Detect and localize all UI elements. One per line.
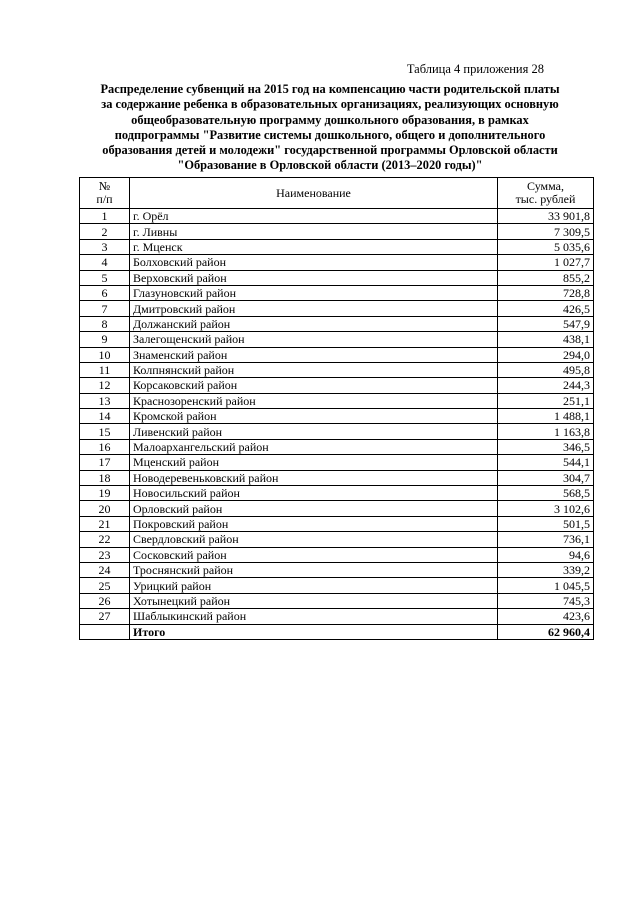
row-name: Должанский район <box>130 316 498 331</box>
row-name: Болховский район <box>130 255 498 270</box>
row-sum: 3 102,6 <box>498 501 594 516</box>
row-sum: 855,2 <box>498 270 594 285</box>
table-row <box>80 547 594 562</box>
row-sum: 33 901,8 <box>498 209 594 224</box>
table-header-row <box>80 178 594 209</box>
row-name: Мценский район <box>130 455 498 470</box>
row-sum: 1 163,8 <box>498 424 594 439</box>
row-name: Новодеревеньковский район <box>130 470 498 485</box>
table-row <box>80 347 594 362</box>
row-sum: 304,7 <box>498 470 594 485</box>
row-name: Свердловский район <box>130 532 498 547</box>
table-row <box>80 424 594 439</box>
total-row <box>80 624 594 639</box>
table-row <box>80 439 594 454</box>
row-number: 24 <box>80 562 130 577</box>
table-row <box>80 455 594 470</box>
row-number: 17 <box>80 455 130 470</box>
row-name: Троснянский район <box>130 562 498 577</box>
row-sum: 1 488,1 <box>498 409 594 424</box>
row-sum: 495,8 <box>498 362 594 377</box>
row-name: г. Ливны <box>130 224 498 239</box>
row-sum: 736,1 <box>498 532 594 547</box>
row-name: Хотынецкий район <box>130 593 498 608</box>
row-sum: 568,5 <box>498 486 594 501</box>
row-number: 23 <box>80 547 130 562</box>
row-number: 12 <box>80 378 130 393</box>
row-sum: 423,6 <box>498 609 594 624</box>
col-name-header: Наименование <box>130 178 498 209</box>
table-row <box>80 301 594 316</box>
row-sum: 346,5 <box>498 439 594 454</box>
appendix-reference: Таблица 4 приложения 28 <box>406 62 544 76</box>
table-row <box>80 378 594 393</box>
table-row <box>80 609 594 624</box>
row-number: 22 <box>80 532 130 547</box>
table-row <box>80 470 594 485</box>
row-name: Глазуновский район <box>130 285 498 300</box>
row-number: 11 <box>80 362 130 377</box>
row-sum: 501,5 <box>498 516 594 531</box>
row-name: Сосковский район <box>130 547 498 562</box>
table-row <box>80 255 594 270</box>
title-line: за содержание ребенка в образовательных организациях, реализующих основную <box>101 97 559 112</box>
row-number: 7 <box>80 301 130 316</box>
row-number: 18 <box>80 470 130 485</box>
table-row <box>80 501 594 516</box>
row-name: Малоархангельский район <box>130 439 498 454</box>
row-name: Новосильский район <box>130 486 498 501</box>
row-sum: 5 035,6 <box>498 239 594 254</box>
row-name: Верховский район <box>130 270 498 285</box>
row-sum: 438,1 <box>498 332 594 347</box>
row-sum: 745,3 <box>498 593 594 608</box>
row-name: Знаменский район <box>130 347 498 362</box>
row-number: 27 <box>80 609 130 624</box>
row-number: 21 <box>80 516 130 531</box>
table-row <box>80 393 594 408</box>
row-sum: 7 309,5 <box>498 224 594 239</box>
total-number <box>80 624 130 639</box>
row-name: Колпнянский район <box>130 362 498 377</box>
total-sum: 62 960,4 <box>498 624 594 639</box>
row-name: Орловский район <box>130 501 498 516</box>
row-name: Ливенский район <box>130 424 498 439</box>
row-number: 20 <box>80 501 130 516</box>
table-row <box>80 578 594 593</box>
table-row <box>80 316 594 331</box>
row-number: 5 <box>80 270 130 285</box>
row-name: г. Мценск <box>130 239 498 254</box>
col-number-header: № п/п <box>80 178 130 209</box>
row-number: 2 <box>80 224 130 239</box>
row-number: 16 <box>80 439 130 454</box>
row-number: 25 <box>80 578 130 593</box>
total-label: Итого <box>130 624 498 639</box>
title-line: "Образование в Орловской области (2013–2020 годы)" <box>177 158 483 173</box>
title-line: подпрограммы "Развитие системы дошкольного, общего и дополнительного <box>114 127 546 142</box>
table-row <box>80 409 594 424</box>
row-sum: 544,1 <box>498 455 594 470</box>
row-number: 6 <box>80 285 130 300</box>
table-row <box>80 486 594 501</box>
title-line: общеобразовательную программу дошкольного образования, в рамках <box>131 112 529 127</box>
row-number: 19 <box>80 486 130 501</box>
table-row <box>80 516 594 531</box>
row-sum: 1 045,5 <box>498 578 594 593</box>
row-name: Залегощенский район <box>130 332 498 347</box>
table-row <box>80 593 594 608</box>
table-row <box>80 224 594 239</box>
row-name: Кромской район <box>130 409 498 424</box>
row-number: 14 <box>80 409 130 424</box>
row-name: Шаблыкинский район <box>130 609 498 624</box>
row-sum: 294,0 <box>498 347 594 362</box>
table-row <box>80 270 594 285</box>
table-row <box>80 562 594 577</box>
table-row <box>80 532 594 547</box>
row-number: 3 <box>80 239 130 254</box>
row-number: 4 <box>80 255 130 270</box>
table-row <box>80 332 594 347</box>
row-name: Краснозоренский район <box>130 393 498 408</box>
table-row <box>80 239 594 254</box>
subsidy-table <box>79 177 594 640</box>
row-sum: 339,2 <box>498 562 594 577</box>
row-name: Дмитровский район <box>130 301 498 316</box>
row-sum: 251,1 <box>498 393 594 408</box>
row-number: 15 <box>80 424 130 439</box>
table-row <box>80 362 594 377</box>
row-number: 8 <box>80 316 130 331</box>
row-sum: 426,5 <box>498 301 594 316</box>
row-number: 13 <box>80 393 130 408</box>
row-number: 10 <box>80 347 130 362</box>
row-sum: 728,8 <box>498 285 594 300</box>
document-title <box>80 82 580 174</box>
row-name: Урицкий район <box>130 578 498 593</box>
row-name: Корсаковский район <box>130 378 498 393</box>
row-name: г. Орёл <box>130 209 498 224</box>
row-number: 26 <box>80 593 130 608</box>
col-sum-header: Сумма, тыс. рублей <box>498 178 594 209</box>
row-sum: 244,3 <box>498 378 594 393</box>
table-row <box>80 285 594 300</box>
title-line: образования детей и молодежи" государственной программы Орловской области <box>102 143 558 158</box>
row-sum: 94,6 <box>498 547 594 562</box>
title-line: Распределение субвенций на 2015 год на компенсацию части родительской платы <box>100 82 560 96</box>
table-row <box>80 209 594 224</box>
row-sum: 547,9 <box>498 316 594 331</box>
row-sum: 1 027,7 <box>498 255 594 270</box>
row-number: 1 <box>80 209 130 224</box>
row-number: 9 <box>80 332 130 347</box>
row-name: Покровский район <box>130 516 498 531</box>
